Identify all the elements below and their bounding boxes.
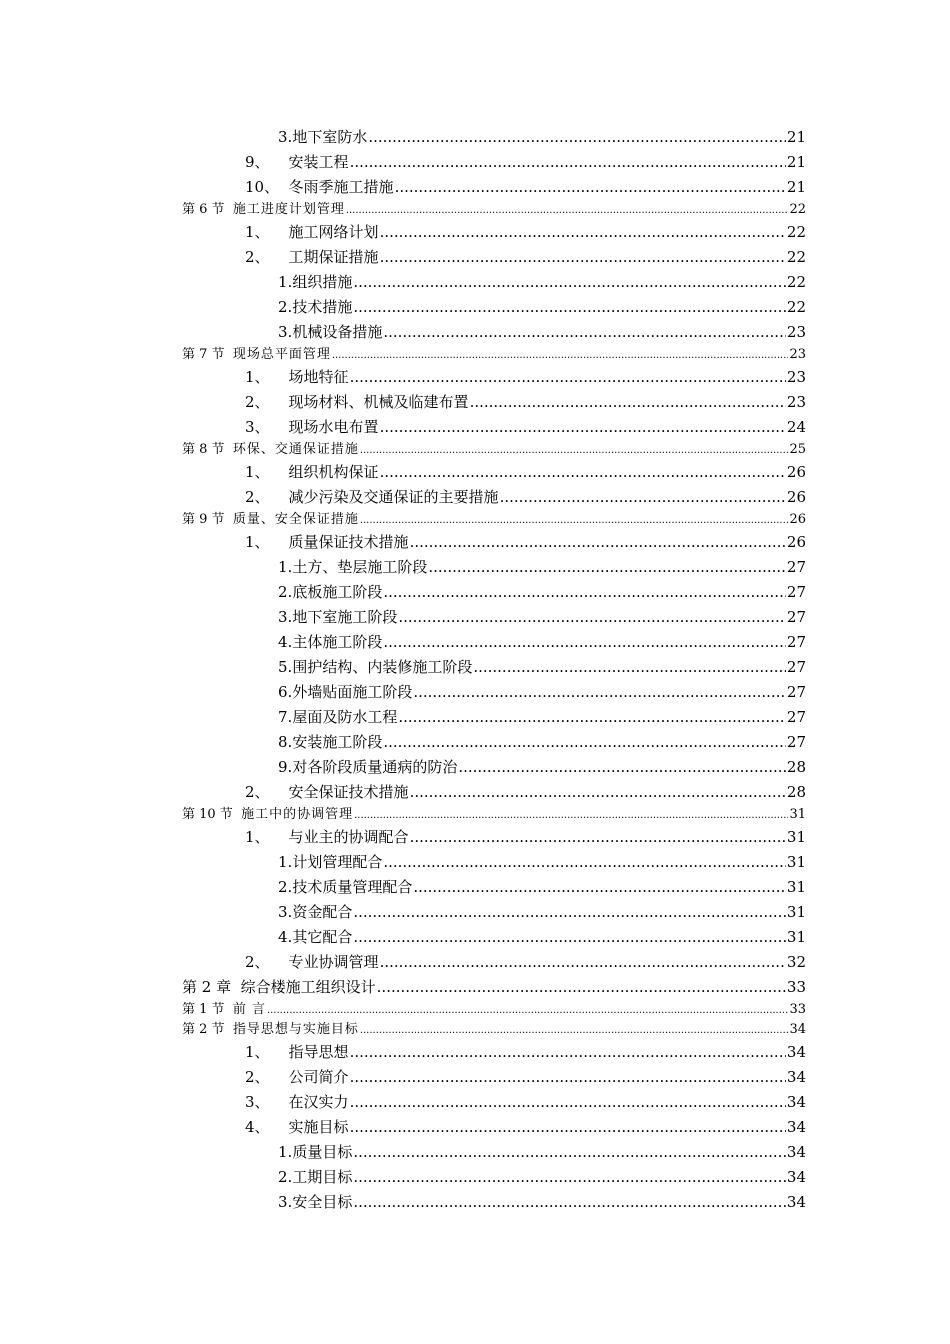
toc-page-number: 23 <box>786 323 806 341</box>
toc-dot-leader <box>473 655 786 680</box>
toc-entry-title: 施工中的协调管理 <box>241 807 354 822</box>
toc-entry-gap <box>225 510 233 530</box>
toc-entry[interactable] <box>278 605 806 630</box>
toc-dot-leader <box>353 270 786 295</box>
toc-page-number: 33 <box>786 978 806 996</box>
toc-dot-leader <box>353 295 786 320</box>
toc-page-number: 24 <box>786 418 806 436</box>
toc-entry-title: 技术质量管理配合 <box>292 878 413 896</box>
toc-dot-leader <box>380 245 786 270</box>
toc-page-number: 27 <box>786 683 806 701</box>
toc-entry[interactable] <box>182 1000 806 1020</box>
toc-entry-gap <box>279 1065 289 1090</box>
toc-entry[interactable] <box>245 150 806 175</box>
toc-entry-number: 5. <box>278 658 293 676</box>
toc-entry-title: 指导思想与实施目标 <box>232 1022 359 1037</box>
toc-entry-number: 第 9 节 <box>182 512 225 527</box>
toc-entry-number: 1、 <box>245 223 270 241</box>
toc-entry-gap <box>279 780 289 805</box>
toc-entry-title: 专业协调管理 <box>288 953 379 971</box>
toc-entry-gap <box>279 950 289 975</box>
toc-dot-leader <box>410 825 786 850</box>
toc-entry[interactable] <box>245 1115 806 1140</box>
toc-entry[interactable] <box>278 1165 806 1190</box>
toc-page-number: 31 <box>789 807 806 822</box>
toc-entry-gap <box>279 530 289 555</box>
toc-entry-title: 质量目标 <box>292 1143 353 1161</box>
toc-page-number: 34 <box>786 1068 806 1086</box>
toc-entry-title: 公司简介 <box>288 1068 349 1086</box>
toc-page-number: 23 <box>786 368 806 386</box>
toc-entry-number: 1、 <box>245 533 270 551</box>
toc-dot-leader <box>413 875 786 900</box>
toc-entry-title: 实施目标 <box>288 1118 349 1136</box>
toc-entry-gap <box>279 175 289 200</box>
toc-entry-title: 技术措施 <box>292 298 353 316</box>
toc-entry-title: 场地特征 <box>288 368 349 386</box>
toc-entry-title: 环保、交通保证措施 <box>232 442 359 457</box>
toc-dot-leader <box>353 925 786 950</box>
toc-entry-number: 2. <box>278 583 293 601</box>
toc-entry[interactable] <box>245 780 806 805</box>
toc-entry[interactable] <box>182 975 806 1000</box>
toc-entry[interactable] <box>245 1065 806 1090</box>
toc-entry-gap <box>279 485 289 510</box>
toc-entry[interactable] <box>278 730 806 755</box>
toc-dot-leader <box>350 1090 786 1115</box>
toc-entry[interactable] <box>278 755 806 780</box>
toc-entry-number: 2. <box>278 1168 293 1186</box>
toc-dot-leader <box>398 705 786 730</box>
toc-entry-gap <box>279 220 289 245</box>
toc-entry-title: 屋面及防水工程 <box>292 708 398 726</box>
toc-entry-title: 质量保证技术措施 <box>288 533 409 551</box>
toc-dot-leader <box>350 1040 786 1065</box>
toc-entry-number: 1、 <box>245 368 270 386</box>
toc-dot-leader <box>398 605 786 630</box>
toc-entry-number: 2、 <box>245 783 270 801</box>
toc-entry[interactable] <box>278 655 806 680</box>
toc-entry-number: 2. <box>278 298 293 316</box>
toc-entry[interactable] <box>245 365 806 390</box>
toc-dot-leader <box>380 460 786 485</box>
toc-entry[interactable] <box>278 270 806 295</box>
toc-entry-number: 2. <box>278 878 293 896</box>
toc-entry-title: 地下室防水 <box>292 128 368 146</box>
toc-entry-title: 安装工程 <box>288 153 349 171</box>
toc-entry-number: 7. <box>278 708 293 726</box>
toc-entry-title: 施工进度计划管理 <box>232 202 345 217</box>
toc-entry-title: 安装施工阶段 <box>292 733 383 751</box>
toc-page-number: 21 <box>786 153 806 171</box>
toc-entry-number: 1、 <box>245 1043 270 1061</box>
toc-page-number: 22 <box>786 223 806 241</box>
toc-dot-leader <box>332 345 789 366</box>
toc-dot-leader <box>383 630 786 655</box>
toc-dot-leader <box>346 200 789 221</box>
toc-entry-gap <box>233 805 241 825</box>
toc-entry-gap <box>225 440 233 460</box>
toc-entry-number: 第 6 节 <box>182 202 225 217</box>
toc-entry-title: 资金配合 <box>292 903 353 921</box>
toc-entry-number: 10、 <box>245 178 280 196</box>
toc-page-number: 33 <box>789 1002 806 1017</box>
toc-entry[interactable] <box>245 530 806 555</box>
toc-page-number: 34 <box>786 1118 806 1136</box>
toc-entry-title: 冬雨季施工措施 <box>288 178 394 196</box>
toc-page-number: 26 <box>786 488 806 506</box>
toc-entry-number: 3、 <box>245 1093 270 1111</box>
toc-entry-title: 工期保证措施 <box>288 248 379 266</box>
toc-entry-number: 第 7 节 <box>182 347 225 362</box>
toc-dot-leader <box>428 555 786 580</box>
toc-entry-title: 围护结构、内装修施工阶段 <box>292 658 473 676</box>
toc-page-number: 32 <box>786 953 806 971</box>
toc-page-number: 27 <box>786 583 806 601</box>
toc-entry[interactable] <box>278 630 806 655</box>
toc-page-number: 27 <box>786 658 806 676</box>
toc-page-number: 25 <box>789 442 806 457</box>
toc-dot-leader <box>410 780 786 805</box>
toc-page-number: 34 <box>786 1143 806 1161</box>
toc-dot-leader <box>350 365 786 390</box>
toc-dot-leader <box>368 125 786 150</box>
toc-entry-number: 第 2 节 <box>182 1022 225 1037</box>
toc-entry-number: 2、 <box>245 488 270 506</box>
toc-dot-leader <box>410 530 786 555</box>
toc-page-number: 21 <box>786 128 806 146</box>
toc-entry-gap <box>225 1020 233 1040</box>
toc-entry[interactable] <box>245 415 806 440</box>
toc-entry-title: 现场总平面管理 <box>232 347 331 362</box>
toc-entry-title: 工期目标 <box>292 1168 353 1186</box>
toc-page-number: 31 <box>786 928 806 946</box>
toc-entry-gap <box>279 825 289 850</box>
toc-dot-leader <box>380 220 786 245</box>
toc-dot-leader <box>380 415 786 440</box>
toc-entry-number: 9、 <box>245 153 270 171</box>
toc-entry-number: 3. <box>278 903 293 921</box>
toc-entry-title: 指导思想 <box>288 1043 349 1061</box>
toc-entry-title: 土方、垫层施工阶段 <box>292 558 428 576</box>
toc-entry-number: 1、 <box>245 463 270 481</box>
toc-entry-number: 1. <box>278 853 293 871</box>
toc-entry[interactable] <box>245 1040 806 1065</box>
toc-dot-leader <box>377 975 786 1000</box>
toc-entry-gap <box>279 150 289 175</box>
toc-entry[interactable] <box>278 555 806 580</box>
toc-entry-number: 第 2 章 <box>182 978 232 996</box>
toc-page-number: 22 <box>786 273 806 291</box>
toc-entry-title: 减少污染及交通保证的主要措施 <box>288 488 499 506</box>
toc-dot-leader <box>360 440 789 461</box>
toc-entry-title: 现场水电布置 <box>288 418 379 436</box>
toc-entry-number: 2、 <box>245 953 270 971</box>
toc-entry-number: 6. <box>278 683 293 701</box>
toc-entry[interactable] <box>182 440 806 460</box>
toc-dot-leader <box>383 580 786 605</box>
toc-entry[interactable] <box>245 220 806 245</box>
toc-page-number: 27 <box>786 608 806 626</box>
toc-entry-title: 与业主的协调配合 <box>288 828 409 846</box>
toc-dot-leader <box>470 390 786 415</box>
toc-entry-number: 1. <box>278 1143 293 1161</box>
toc-dot-leader <box>380 950 786 975</box>
toc-dot-leader <box>413 680 786 705</box>
toc-entry-title: 前 言 <box>232 1002 266 1017</box>
toc-entry[interactable] <box>245 485 806 510</box>
toc-entry-number: 2、 <box>245 1068 270 1086</box>
toc-dot-leader <box>458 755 786 780</box>
toc-entry[interactable] <box>182 200 806 220</box>
toc-page-number: 31 <box>786 853 806 871</box>
toc-entry-title: 底板施工阶段 <box>292 583 383 601</box>
toc-page-number: 22 <box>789 202 806 217</box>
toc-page-number: 31 <box>786 878 806 896</box>
toc-dot-leader <box>360 510 789 531</box>
toc-entry-gap <box>279 1040 289 1065</box>
toc-entry[interactable] <box>182 510 806 530</box>
toc-entry-number: 4. <box>278 633 293 651</box>
toc-entry-number: 9. <box>278 758 293 776</box>
toc-entry-title: 对各阶段质量通病的防治 <box>292 758 458 776</box>
toc-page-number: 28 <box>786 758 806 776</box>
toc-dot-leader <box>267 1000 789 1021</box>
toc-entry[interactable] <box>245 175 806 200</box>
toc-entry-number: 4、 <box>245 1118 270 1136</box>
toc-dot-leader <box>350 1065 786 1090</box>
toc-page-number: 31 <box>786 828 806 846</box>
toc-entry-gap <box>279 1115 289 1140</box>
toc-dot-leader <box>353 1140 786 1165</box>
toc-entry[interactable] <box>278 875 806 900</box>
toc-entry-number: 1. <box>278 273 293 291</box>
toc-entry-number: 3. <box>278 128 293 146</box>
toc-dot-leader <box>354 805 788 826</box>
toc-entry-number: 8. <box>278 733 293 751</box>
toc-entry-number: 2、 <box>245 248 270 266</box>
toc-entry[interactable] <box>245 825 806 850</box>
toc-dot-leader <box>353 1165 786 1190</box>
toc-entry-title: 在汉实力 <box>288 1093 349 1111</box>
toc-entry-gap <box>279 1090 289 1115</box>
toc-page-number: 34 <box>786 1093 806 1111</box>
toc-page-number: 34 <box>786 1043 806 1061</box>
toc-page-number: 22 <box>786 298 806 316</box>
toc-entry[interactable] <box>278 1190 806 1215</box>
toc-entry-gap <box>279 390 289 415</box>
toc-entry[interactable] <box>278 850 806 875</box>
toc-entry[interactable] <box>182 805 806 825</box>
toc-dot-leader <box>353 1190 786 1215</box>
toc-entry[interactable] <box>278 925 806 950</box>
toc-entry-number: 第 8 节 <box>182 442 225 457</box>
toc-entry-title: 计划管理配合 <box>292 853 383 871</box>
toc-page-number: 21 <box>786 178 806 196</box>
toc-entry-number: 1、 <box>245 828 270 846</box>
toc-entry-title: 其它配合 <box>292 928 353 946</box>
toc-entry[interactable] <box>245 245 806 270</box>
toc-entry-gap <box>225 345 233 365</box>
toc-page-number: 27 <box>786 633 806 651</box>
toc-entry[interactable] <box>182 345 806 365</box>
toc-dot-leader <box>383 850 786 875</box>
toc-entry[interactable] <box>245 460 806 485</box>
toc-page-number: 23 <box>789 347 806 362</box>
toc-page-number: 26 <box>789 512 806 527</box>
toc-entry-number: 3. <box>278 608 293 626</box>
toc-dot-leader <box>350 1115 786 1140</box>
toc-entry-title: 安全保证技术措施 <box>288 783 409 801</box>
toc-entry-gap <box>225 1000 233 1020</box>
toc-entry-number: 1. <box>278 558 293 576</box>
toc-entry-title: 施工网络计划 <box>288 223 379 241</box>
toc-page-number: 34 <box>786 1193 806 1211</box>
toc-entry[interactable] <box>278 580 806 605</box>
toc-entry[interactable] <box>182 1020 806 1040</box>
toc-entry[interactable] <box>278 320 806 345</box>
toc-entry-gap <box>225 200 233 220</box>
toc-dot-leader <box>500 485 786 510</box>
toc-entry[interactable] <box>278 705 806 730</box>
toc-entry-title: 现场材料、机械及临建布置 <box>288 393 469 411</box>
toc-page-number: 34 <box>786 1168 806 1186</box>
toc-entry-number: 4. <box>278 928 293 946</box>
toc-entry-gap <box>279 415 289 440</box>
toc-dot-leader <box>383 320 786 345</box>
toc-entry[interactable] <box>278 1140 806 1165</box>
toc-entry-title: 安全目标 <box>292 1193 353 1211</box>
toc-page-number: 27 <box>786 733 806 751</box>
toc-dot-leader <box>350 150 786 175</box>
toc-entry-title: 主体施工阶段 <box>292 633 383 651</box>
toc-page-number: 26 <box>786 533 806 551</box>
toc-entry-title: 机械设备措施 <box>292 323 383 341</box>
toc-dot-leader <box>395 175 786 200</box>
toc-entry-number: 3、 <box>245 418 270 436</box>
toc-entry-title: 组织机构保证 <box>288 463 379 481</box>
toc-page-number: 31 <box>786 903 806 921</box>
toc-entry-title: 综合楼施工组织设计 <box>240 978 376 996</box>
toc-entry[interactable] <box>278 125 806 150</box>
toc-entry-number: 第 10 节 <box>182 807 233 822</box>
toc-page-number: 26 <box>786 463 806 481</box>
toc-page-number: 27 <box>786 708 806 726</box>
toc-dot-leader <box>383 730 786 755</box>
toc-entry-number: 2、 <box>245 393 270 411</box>
toc-dot-leader <box>360 1020 789 1041</box>
toc-entry-number: 第 1 节 <box>182 1002 225 1017</box>
toc-dot-leader <box>353 900 786 925</box>
toc-page-number: 23 <box>786 393 806 411</box>
toc-entry-title: 质量、安全保证措施 <box>232 512 359 527</box>
toc-entry-gap <box>279 245 289 270</box>
toc-page-number: 22 <box>786 248 806 266</box>
toc-entry-title: 外墙贴面施工阶段 <box>292 683 413 701</box>
toc-entry-title: 组织措施 <box>292 273 353 291</box>
toc-entry-gap <box>231 975 241 1000</box>
toc-entry-number: 3. <box>278 323 293 341</box>
toc-entry-gap <box>279 460 289 485</box>
toc-entry[interactable] <box>278 900 806 925</box>
toc-entry[interactable] <box>245 1090 806 1115</box>
toc-page-number: 34 <box>789 1022 806 1037</box>
toc-entry[interactable] <box>245 390 806 415</box>
toc-entry-gap <box>279 365 289 390</box>
toc-page-number: 27 <box>786 558 806 576</box>
toc-entry[interactable] <box>278 295 806 320</box>
toc-page-number: 28 <box>786 783 806 801</box>
toc-entry[interactable] <box>245 950 806 975</box>
toc-entry[interactable] <box>278 680 806 705</box>
toc-entry-title: 地下室施工阶段 <box>292 608 398 626</box>
toc-entry-number: 3. <box>278 1193 293 1211</box>
